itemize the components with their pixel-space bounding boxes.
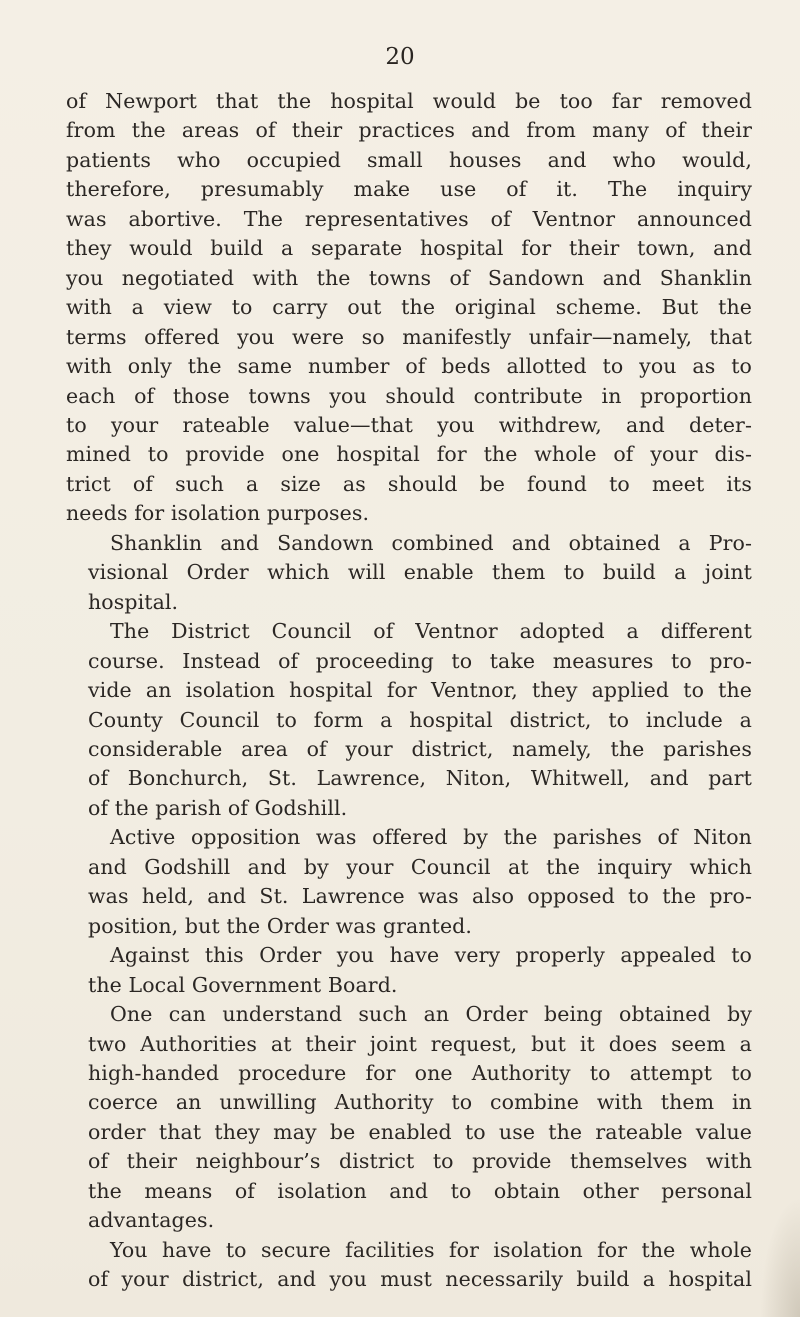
- text-line: advantages.: [88, 1208, 215, 1233]
- text-line: You have to secure facilities for isolation for the whole: [110, 1237, 752, 1262]
- text-line: from the areas of their practices and from many of their: [66, 118, 752, 143]
- text-line: order that they may be enabled to use the rateable value: [88, 1119, 752, 1144]
- paragraph-5: [66, 941, 752, 1000]
- text-line: of the parish of Godshill.: [88, 795, 348, 820]
- text-line: of Bonchurch, St. Lawrence, Niton, Whitwell, and part: [88, 766, 752, 791]
- paragraph-7: [66, 1236, 752, 1295]
- page-corner-shadow: [760, 1197, 800, 1317]
- paragraph-3: [66, 617, 752, 823]
- text-line: each of those towns you should contribute in proportion: [66, 383, 752, 408]
- text-line: high-handed procedure for one Authority to attempt to: [88, 1060, 752, 1085]
- text-line: position, but the Order was granted.: [88, 913, 473, 938]
- text-line: and Godshill and by your Council at the inquiry which: [88, 854, 752, 879]
- text-line: needs for isolation purposes.: [66, 501, 370, 526]
- text-line: two Authorities at their joint request, but it does seem a: [88, 1031, 752, 1056]
- text-line: terms offered you were so manifestly unfair—namely, that: [66, 324, 752, 349]
- text-line: hospital.: [88, 589, 179, 614]
- text-line: the Local Government Board.: [88, 972, 398, 997]
- text-line: was held, and St. Lawrence was also opposed to the pro-: [88, 884, 752, 909]
- text-line: The District Council of Ventnor adopted a different: [110, 619, 752, 644]
- text-line: was abortive. The representatives of Ventnor announced: [66, 206, 752, 231]
- text-line: to your rateable value—that you withdrew, and deter-: [66, 412, 752, 437]
- text-line: course. Instead of proceeding to take measures to pro-: [88, 648, 752, 673]
- text-line: therefore, presumably make use of it. The inquiry: [66, 177, 752, 202]
- text-line: coerce an unwilling Authority to combine with them in: [88, 1090, 752, 1115]
- text-line: considerable area of your district, namely, the parishes: [88, 736, 752, 761]
- paragraph-6: [66, 1000, 752, 1236]
- text-line: the means of isolation and to obtain other personal: [88, 1178, 752, 1203]
- text-line: mined to provide one hospital for the whole of your dis-: [66, 442, 752, 467]
- text-line: One can understand such an Order being obtained by: [110, 1002, 752, 1027]
- text-line: Against this Order you have very properly appealed to: [110, 943, 752, 968]
- paragraph-4: [66, 823, 752, 941]
- text-line: with a view to carry out the original scheme. But the: [66, 295, 752, 320]
- paragraph-1: [66, 87, 752, 529]
- text-line: Active opposition was offered by the parishes of Niton: [110, 825, 752, 850]
- paragraph-2: [66, 529, 752, 617]
- text-line: of your district, and you must necessarily build a hospital: [88, 1267, 752, 1292]
- text-line: Shanklin and Sandown combined and obtained a Pro-: [110, 530, 752, 555]
- text-line: patients who occupied small houses and who would,: [66, 147, 752, 172]
- page-number: 20: [385, 44, 415, 70]
- text-line: trict of such a size as should be found to meet its: [66, 471, 752, 496]
- text-line: of their neighbour’s district to provide themselves with: [88, 1149, 752, 1174]
- text-line: you negotiated with the towns of Sandown and Shanklin: [66, 265, 752, 290]
- text-line: of Newport that the hospital would be too far removed: [66, 89, 752, 113]
- text-line: they would build a separate hospital for their town, and: [66, 236, 752, 261]
- text-line: visional Order which will enable them to build a joint: [88, 560, 752, 585]
- body-text: [66, 87, 752, 1295]
- text-line: with only the same number of beds allotted to you as to: [66, 354, 752, 379]
- text-line: vide an isolation hospital for Ventnor, they applied to the: [88, 678, 752, 703]
- text-line: County Council to form a hospital district, to include a: [88, 707, 752, 732]
